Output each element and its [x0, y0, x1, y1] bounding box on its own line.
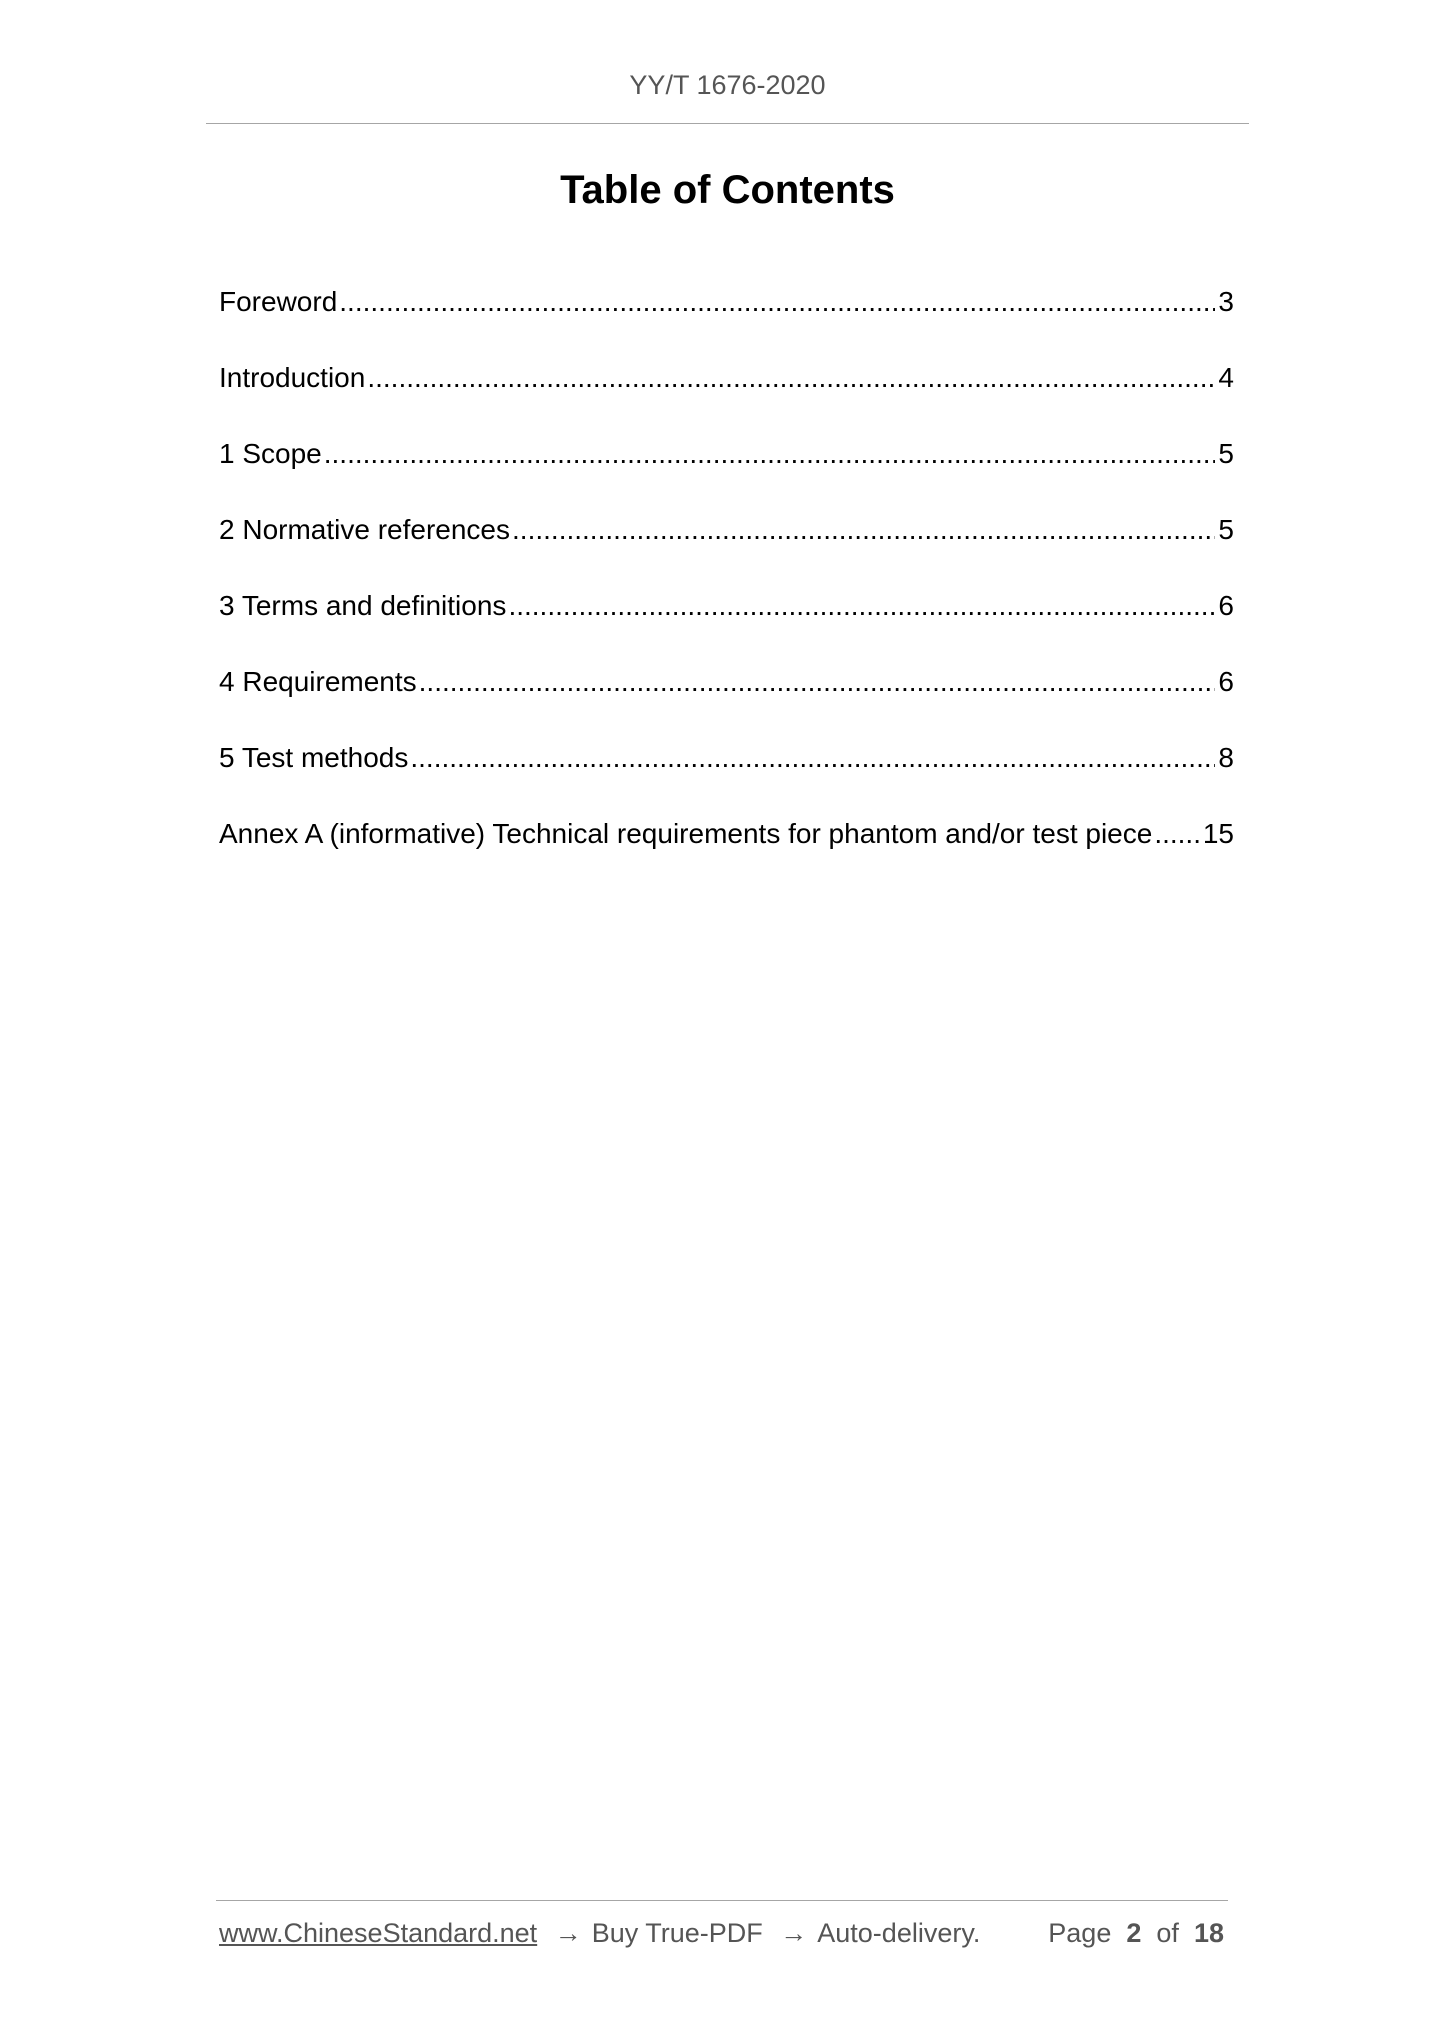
document-code-header: YY/T 1676-2020: [629, 70, 826, 100]
toc-dot-leader: [508, 590, 1215, 622]
toc-entry-introduction[interactable]: [219, 362, 1234, 438]
toc-entry-title: 3 Terms and definitions: [219, 590, 507, 621]
toc-page-number: 6: [1218, 666, 1234, 697]
toc-entry-annex-a[interactable]: [219, 818, 1234, 894]
page-footer: [219, 1918, 1224, 1949]
header-divider: [206, 123, 1249, 124]
site-link[interactable]: www.ChineseStandard.net: [219, 1918, 538, 1948]
page-label: Page: [1048, 1918, 1112, 1948]
table-of-contents: [219, 286, 1234, 894]
toc-dot-leader: [324, 438, 1216, 470]
footer-divider: [216, 1900, 1228, 1901]
toc-page-number: 15: [1202, 818, 1234, 849]
page-indicator: [1048, 1918, 1224, 1949]
page-current: 2: [1126, 1918, 1142, 1948]
toc-entry-title: Foreword: [219, 286, 338, 317]
toc-page-number: 3: [1218, 286, 1234, 317]
toc-dot-leader: [1154, 818, 1200, 850]
delivery-text: Auto-delivery.: [817, 1918, 981, 1948]
buy-text: Buy True-PDF: [591, 1918, 763, 1948]
toc-entry-scope[interactable]: [219, 438, 1234, 514]
toc-entry-title: 1 Scope: [219, 438, 322, 469]
toc-entry-terms-and-definitions[interactable]: [219, 590, 1234, 666]
toc-entry-title: Annex A (informative) Technical requirements for phantom and/or test piece: [219, 818, 1153, 849]
page-title: Table of Contents: [560, 168, 895, 212]
toc-page-number: 5: [1218, 438, 1234, 469]
toc-entry-title: Introduction: [219, 362, 366, 393]
toc-dot-leader: [419, 666, 1216, 698]
toc-dot-leader: [339, 286, 1215, 318]
toc-entry-foreword[interactable]: [219, 286, 1234, 362]
toc-dot-leader: [367, 362, 1215, 394]
toc-dot-leader: [410, 742, 1215, 774]
toc-page-number: 4: [1218, 362, 1234, 393]
toc-dot-leader: [512, 514, 1215, 546]
footer-promo: [219, 1918, 980, 1949]
toc-entry-title: 5 Test methods: [219, 742, 409, 773]
toc-page-number: 8: [1218, 742, 1234, 773]
page-total: 18: [1193, 1918, 1224, 1948]
toc-entry-title: 2 Normative references: [219, 514, 511, 545]
toc-page-number: 5: [1218, 514, 1234, 545]
toc-page-number: 6: [1218, 590, 1234, 621]
toc-entry-normative-references[interactable]: [219, 514, 1234, 590]
toc-entry-test-methods[interactable]: [219, 742, 1234, 818]
page-of-label: of: [1156, 1918, 1179, 1948]
toc-entry-requirements[interactable]: [219, 666, 1234, 742]
arrow-right-icon: →: [554, 1918, 582, 1948]
toc-entry-title: 4 Requirements: [219, 666, 417, 697]
arrow-right-icon: →: [780, 1918, 808, 1948]
